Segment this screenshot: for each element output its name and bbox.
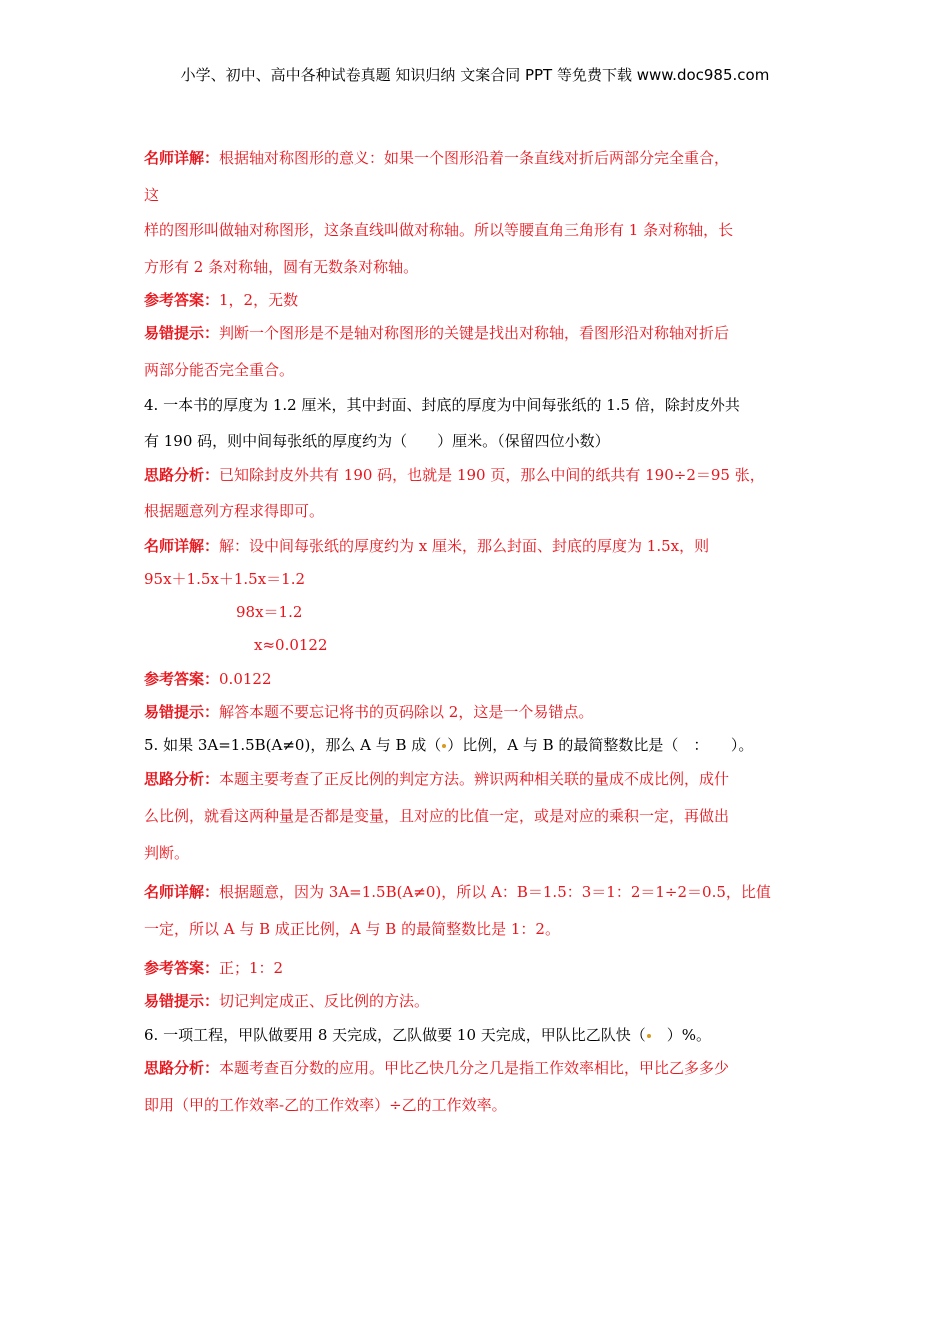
q4-question-line-2: 有 190 码，则中间每张纸的厚度约为（ ）厘米。（保留四位小数） — [144, 432, 610, 450]
q4-equation-1: 95x＋1.5x＋1.5x＝1.2 — [144, 570, 306, 588]
q4-answer-line — [144, 668, 272, 690]
q5-answer-line — [144, 957, 283, 979]
q4-analysis-line-2: 根据题意列方程求得即可。 — [144, 502, 325, 520]
answer-dot-marker — [442, 744, 446, 748]
q5-analysis-line-1 — [144, 768, 729, 790]
q4-detail-line-1 — [144, 535, 709, 557]
q5-analysis-text-1: 本题主要考查了正反比例的判定方法。辨识两种相关联的量成不成比例，成什 — [219, 770, 730, 788]
q5-question-line — [144, 734, 753, 756]
q6-analysis-line-2: 即用（甲的工作效率-乙的工作效率）÷乙的工作效率。 — [144, 1096, 507, 1114]
q3-tip-line-1 — [144, 322, 729, 344]
q5-analysis-line-3: 判断。 — [144, 844, 190, 862]
detail-label: 名师详解： — [144, 149, 220, 167]
q3-detail-text-1: 根据轴对称图形的意义：如果一个图形沿着一条直线对折后两部分完全重合， — [219, 149, 730, 167]
q4-question-line-1: 4. 一本书的厚度为 1.2 厘米，其中封面、封底的厚度为中间每张纸的 1.5 倍，除封皮外共 — [144, 396, 740, 414]
q5-answer-text: 正；1：2 — [219, 959, 284, 977]
analysis-label: 思路分析： — [144, 466, 220, 484]
q5-tip-text: 切记判定成正、反比例的方法。 — [219, 992, 430, 1010]
q3-tip-line-2: 两部分能否完全重合。 — [144, 361, 295, 379]
q5-analysis-line-2: 么比例，就看这两种量是否都是变量，且对应的比值一定，或是对应的乘积一定，再做出 — [144, 807, 730, 825]
page-header: 小学、初中、高中各种试卷真题 知识归纳 文案合同 PPT 等免费下载 www.doc985.com — [180, 66, 770, 84]
q4-detail-text-1: 解：设中间每张纸的厚度约为 x 厘米，那么封面、封底的厚度为 1.5x，则 — [219, 537, 710, 555]
answer-label: 参考答案： — [144, 291, 220, 309]
answer-label: 参考答案： — [144, 959, 220, 977]
q4-analysis-text-1: 已知除封皮外共有 190 码，也就是 190 页，那么中间的纸共有 190÷2＝95 张， — [219, 466, 765, 484]
q5-question-part-a: 5. 如果 3A=1.5B(A≠0)，那么 A 与 B 成（ — [144, 736, 442, 754]
q5-detail-text-1: 根据题意，因为 3A=1.5B(A≠0)，所以 A：B＝1.5：3＝1：2＝1÷2＝0.5，比值 — [219, 883, 771, 901]
q6-question-part-a: 6. 一项工程，甲队做要用 8 天完成，乙队做要 10 天完成，甲队比乙队快（ — [144, 1026, 646, 1044]
answer-dot-marker — [647, 1034, 651, 1038]
q4-equation-3: x≈0.0122 — [254, 636, 328, 654]
analysis-label: 思路分析： — [144, 770, 220, 788]
q3-answer-text: 1，2，无数 — [219, 291, 299, 309]
q3-detail-line-1 — [144, 147, 729, 169]
q4-answer-text: 0.0122 — [219, 670, 272, 688]
q3-detail-line-3: 样的图形叫做轴对称图形，这条直线叫做对称轴。所以等腰直角三角形有 1 条对称轴，长 — [144, 221, 734, 239]
tip-label: 易错提示： — [144, 703, 220, 721]
q4-tip-line — [144, 701, 593, 723]
q3-answer-line — [144, 289, 298, 311]
q3-detail-line-2: 这 — [144, 186, 160, 204]
q3-detail-line-4: 方形有 2 条对称轴，圆有无数条对称轴。 — [144, 258, 419, 276]
q4-equation-2: 98x＝1.2 — [236, 603, 303, 621]
q5-tip-line — [144, 990, 429, 1012]
q4-tip-text: 解答本题不要忘记将书的页码除以 2，这是一个易错点。 — [219, 703, 594, 721]
q3-tip-text-1: 判断一个图形是不是轴对称图形的关键是找出对称轴，看图形沿对称轴对折后 — [219, 324, 730, 342]
tip-label: 易错提示： — [144, 992, 220, 1010]
analysis-label: 思路分析： — [144, 1059, 220, 1077]
tip-label: 易错提示： — [144, 324, 220, 342]
answer-label: 参考答案： — [144, 670, 220, 688]
q5-detail-line-2: 一定，所以 A 与 B 成正比例，A 与 B 的最简整数比是 1：2。 — [144, 920, 560, 938]
q5-detail-line-1 — [144, 881, 771, 903]
q6-question-line — [144, 1024, 711, 1046]
q4-analysis-line-1 — [144, 464, 765, 486]
q6-question-part-b: ）%。 — [651, 1026, 712, 1044]
q5-question-part-b: ）比例，A 与 B 的最简整数比是（ ： ）。 — [447, 736, 754, 754]
q6-analysis-text-1: 本题考查百分数的应用。甲比乙快几分之几是指工作效率相比，甲比乙多多少 — [219, 1059, 730, 1077]
q6-analysis-line-1 — [144, 1057, 729, 1079]
detail-label: 名师详解： — [144, 537, 220, 555]
detail-label: 名师详解： — [144, 883, 220, 901]
